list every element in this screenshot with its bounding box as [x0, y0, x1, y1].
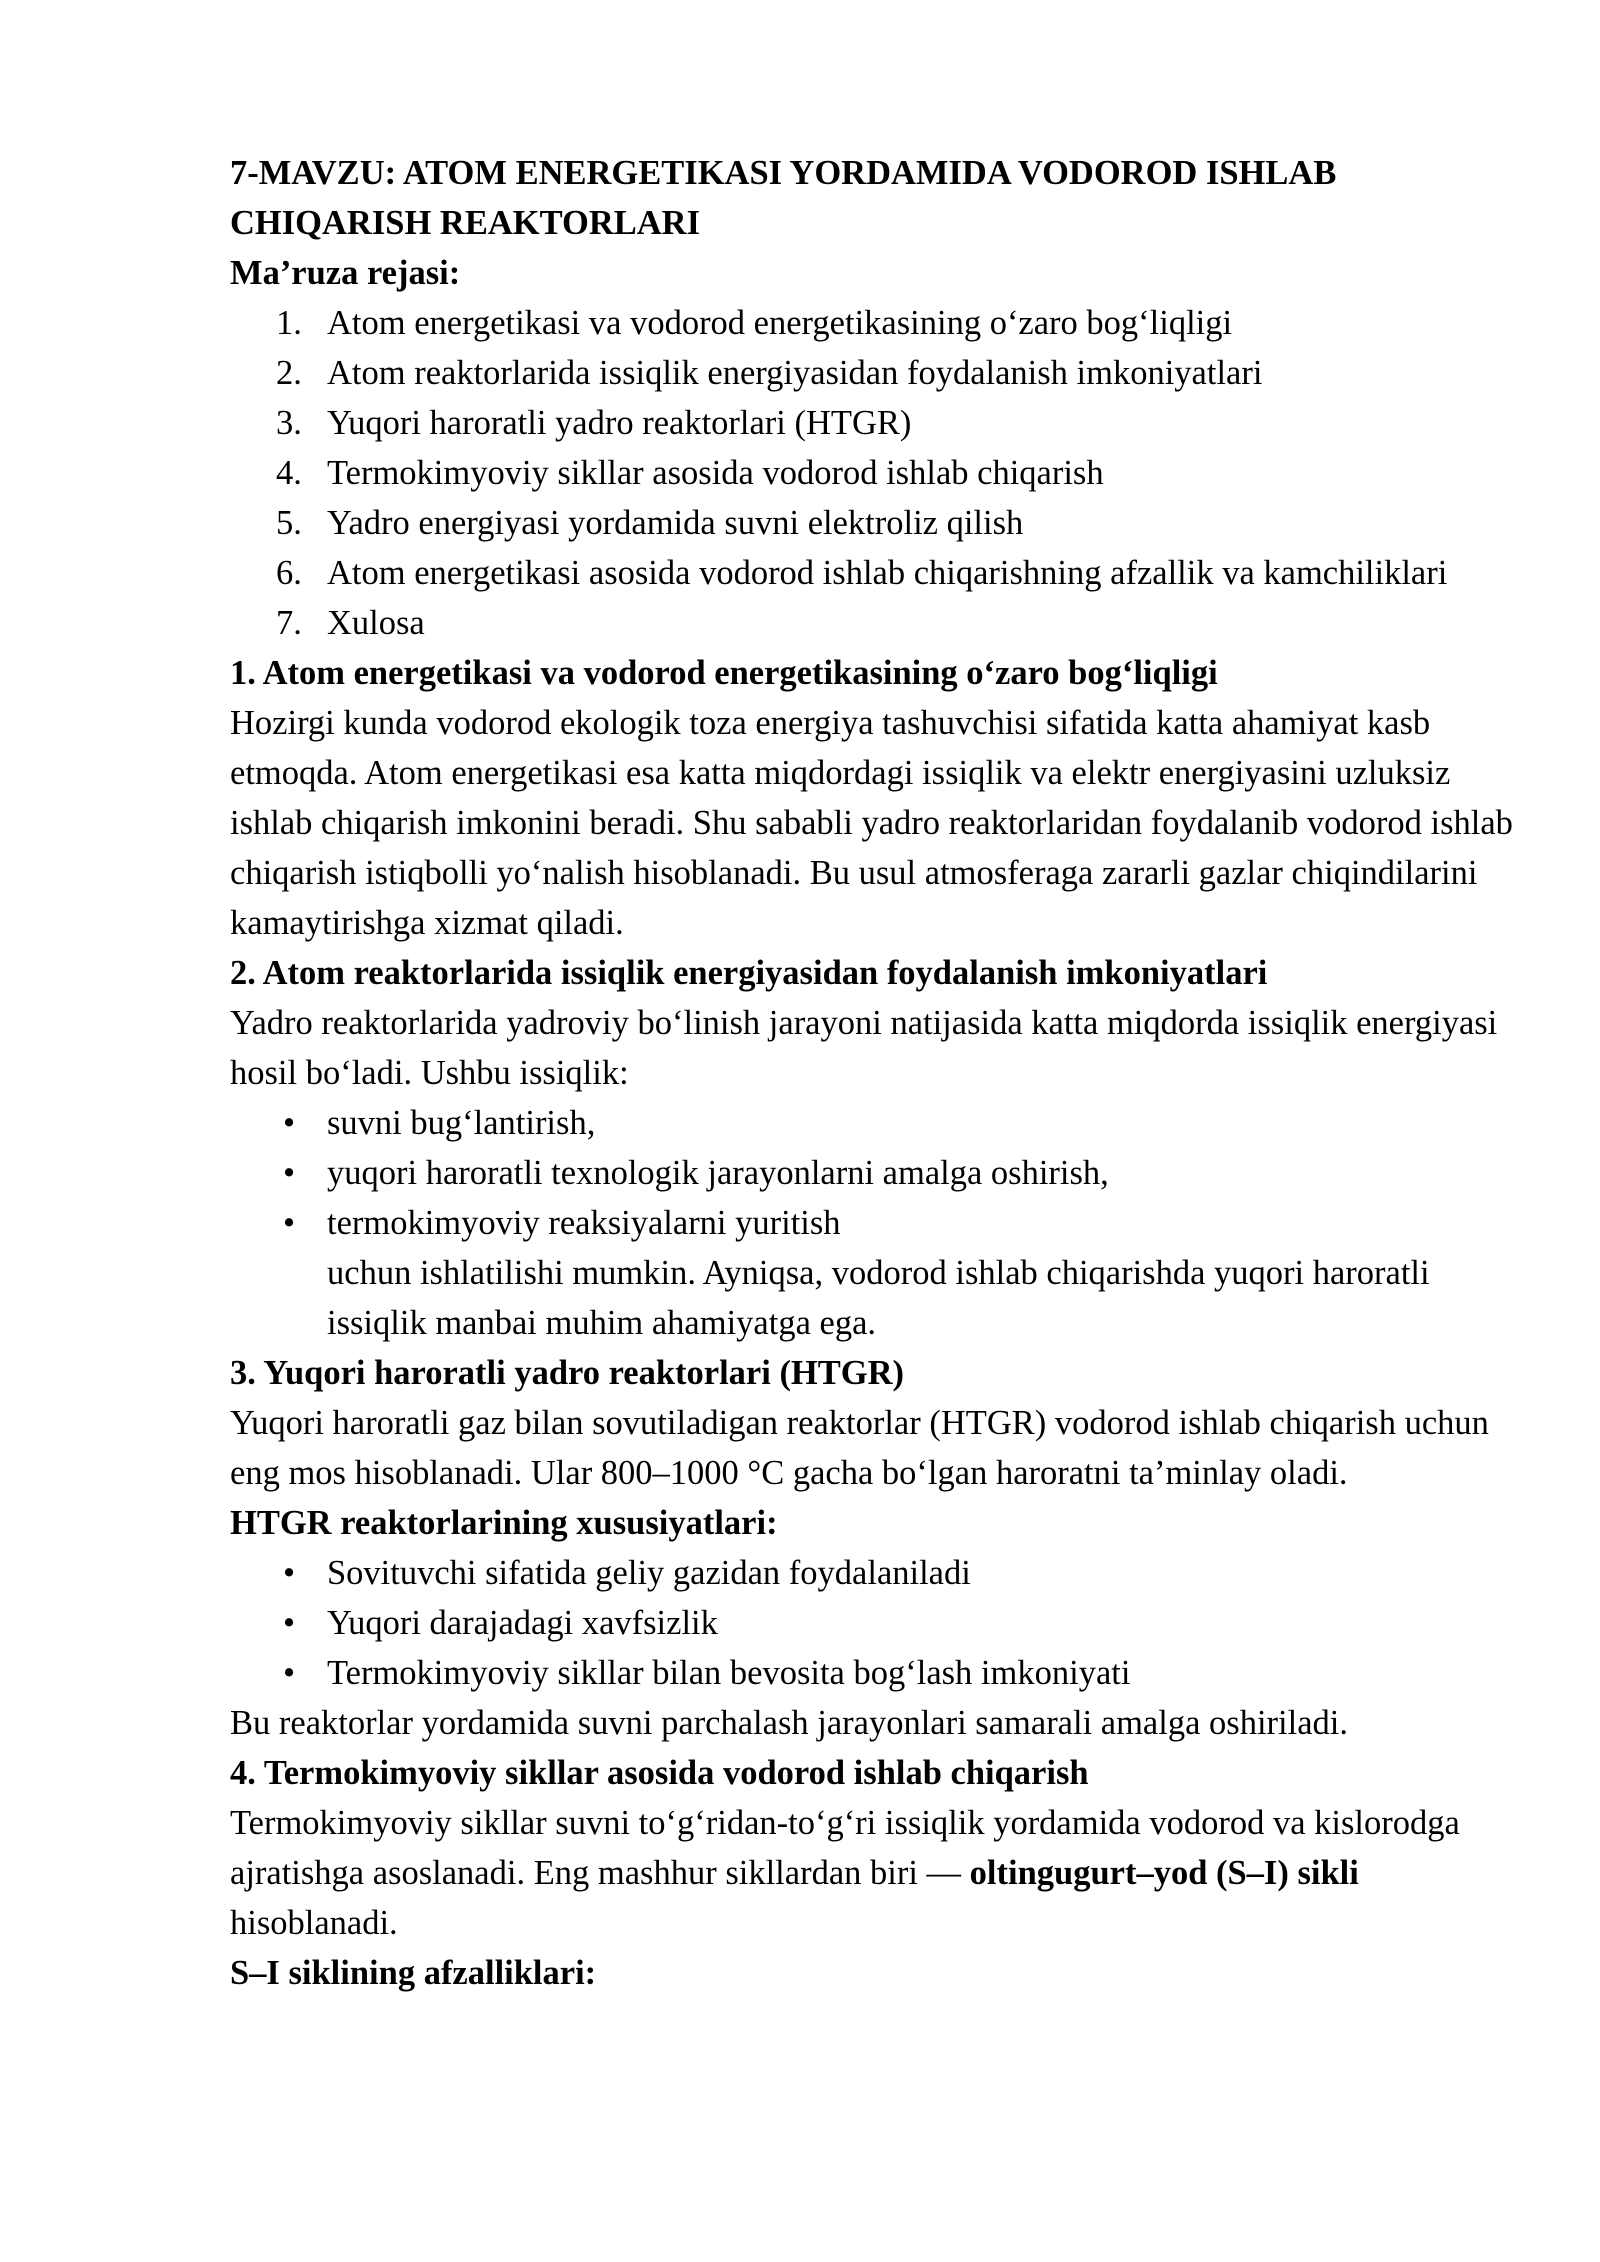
- bullet-text: Termokimyoviy sikllar bilan bevosita bog‘lash imkoniyati: [327, 1654, 1131, 1692]
- bullet-icon: •: [283, 1654, 296, 1692]
- plan-item-text: Xulosa: [327, 604, 425, 642]
- bullet-item: [230, 1548, 1520, 1598]
- bullet-text: Sovituvchi sifatida geliy gazidan foydalaniladi: [327, 1554, 971, 1592]
- section-4-body: [230, 1798, 1520, 1948]
- bullet-item: [230, 1598, 1520, 1648]
- bullet-icon: •: [283, 1554, 296, 1592]
- plan-item: [230, 548, 1520, 598]
- plan-item-number: 1.: [276, 304, 302, 342]
- plan-item-number: 7.: [276, 604, 302, 642]
- plan-item-number: 6.: [276, 554, 302, 592]
- section-4-body-bold: oltingugurt–yod (S–I) sikli: [969, 1854, 1359, 1892]
- si-advantages-heading: S–I siklining afzalliklari:: [230, 1954, 597, 1992]
- plan-item-text: Atom reaktorlarida issiqlik energiyasidan foydalanish imkoniyatlari: [327, 354, 1263, 392]
- bullet-item: [230, 1198, 1520, 1248]
- plan-item: [230, 348, 1520, 398]
- bullet-text: Yuqori darajadagi xavfsizlik: [327, 1604, 718, 1642]
- bullet-text: termokimyoviy reaksiyalarni yuritish: [327, 1204, 841, 1242]
- section-1-heading: 1. Atom energetikasi va vodorod energetikasining o‘zaro bog‘liqligi: [230, 654, 1218, 692]
- plan-item-text: Atom energetikasi asosida vodorod ishlab chiqarishning afzallik va kamchiliklari: [327, 554, 1448, 592]
- bullet-icon: •: [283, 1104, 296, 1142]
- lecture-plan-list: [230, 298, 1520, 648]
- plan-item-text: Termokimyoviy sikllar asosida vodorod ishlab chiqarish: [327, 454, 1104, 492]
- plan-item-text: Atom energetikasi va vodorod energetikasining o‘zaro bog‘liqligi: [327, 304, 1233, 342]
- plan-item-text: Yadro energiyasi yordamida suvni elektroliz qilish: [327, 504, 1024, 542]
- plan-item-number: 3.: [276, 404, 302, 442]
- bullet-item: [230, 1648, 1520, 1698]
- plan-item-number: 5.: [276, 504, 302, 542]
- bullet-text: yuqori haroratli texnologik jarayonlarni amalga oshirish,: [327, 1154, 1109, 1192]
- htgr-features-heading: HTGR reaktorlarining xususiyatlari:: [230, 1504, 778, 1542]
- section-4-body-start: Termokimyoviy sikllar suvni to‘g‘ridan-to‘g‘ri issiqlik yordamida vodorod va kislorodga ajratishga asoslanadi. Eng mashhur sikllardan biri —: [230, 1804, 1460, 1892]
- section-4-body-end: hisoblanadi.: [230, 1904, 398, 1942]
- document-page: [230, 148, 1520, 1998]
- plan-item-text: Yuqori haroratli yadro reaktorlari (HTGR): [327, 404, 912, 442]
- htgr-features-list: [230, 1548, 1520, 1698]
- plan-item: [230, 598, 1520, 648]
- section-4-heading: 4. Termokimyoviy sikllar asosida vodorod ishlab chiqarish: [230, 1754, 1089, 1792]
- bullet-item: [230, 1148, 1520, 1198]
- plan-item: [230, 398, 1520, 448]
- plan-item-number: 2.: [276, 354, 302, 392]
- plan-item: [230, 298, 1520, 348]
- plan-item-number: 4.: [276, 454, 302, 492]
- section-2-continuation: uchun ishlatilishi mumkin. Ayniqsa, vodorod ishlab chiqarishda yuqori haroratli issiqlik manbai muhim ahamiyatga ega.: [327, 1254, 1430, 1342]
- document-title: 7-MAVZU: ATOM ENERGETIKASI YORDAMIDA VODOROD ISHLAB CHIQARISH REAKTORLARI: [230, 154, 1337, 242]
- section-2-bullet-list: [230, 1098, 1520, 1248]
- section-1-body: Hozirgi kunda vodorod ekologik toza energiya tashuvchisi sifatida katta ahamiyat kasb etmoqda. Atom energetikasi esa katta miqdordagi issiqlik va elektr energiyasini uzluksiz ishlab chiqarish imkonini beradi. Shu sababli yadro reaktorlaridan foydalanib vodorod ishlab chiqarish istiqbolli yo‘nalish hisoblanadi. Bu usul atmosferaga zararli gazlar chiqindilarini kamaytirishga xizmat qiladi.: [230, 704, 1513, 942]
- bullet-item: [230, 1098, 1520, 1148]
- section-3-closing: Bu reaktorlar yordamida suvni parchalash jarayonlari samarali amalga oshiriladi.: [230, 1704, 1348, 1742]
- bullet-text: suvni bug‘lantirish,: [327, 1104, 596, 1142]
- plan-heading: Ma’ruza rejasi:: [230, 254, 461, 292]
- section-3-body: Yuqori haroratli gaz bilan sovutiladigan reaktorlar (HTGR) vodorod ishlab chiqarish uchun eng mos hisoblanadi. Ular 800–1000 °C gacha bo‘lgan haroratni ta’minlay oladi.: [230, 1404, 1489, 1492]
- section-2-body: Yadro reaktorlarida yadroviy bo‘linish jarayoni natijasida katta miqdorda issiqlik energiyasi hosil bo‘ladi. Ushbu issiqlik:: [230, 1004, 1498, 1092]
- section-2-heading: 2. Atom reaktorlarida issiqlik energiyasidan foydalanish imkoniyatlari: [230, 954, 1268, 992]
- bullet-icon: •: [283, 1604, 296, 1642]
- plan-item: [230, 448, 1520, 498]
- section-3-heading: 3. Yuqori haroratli yadro reaktorlari (HTGR): [230, 1354, 905, 1392]
- bullet-icon: •: [283, 1204, 296, 1242]
- bullet-icon: •: [283, 1154, 296, 1192]
- plan-item: [230, 498, 1520, 548]
